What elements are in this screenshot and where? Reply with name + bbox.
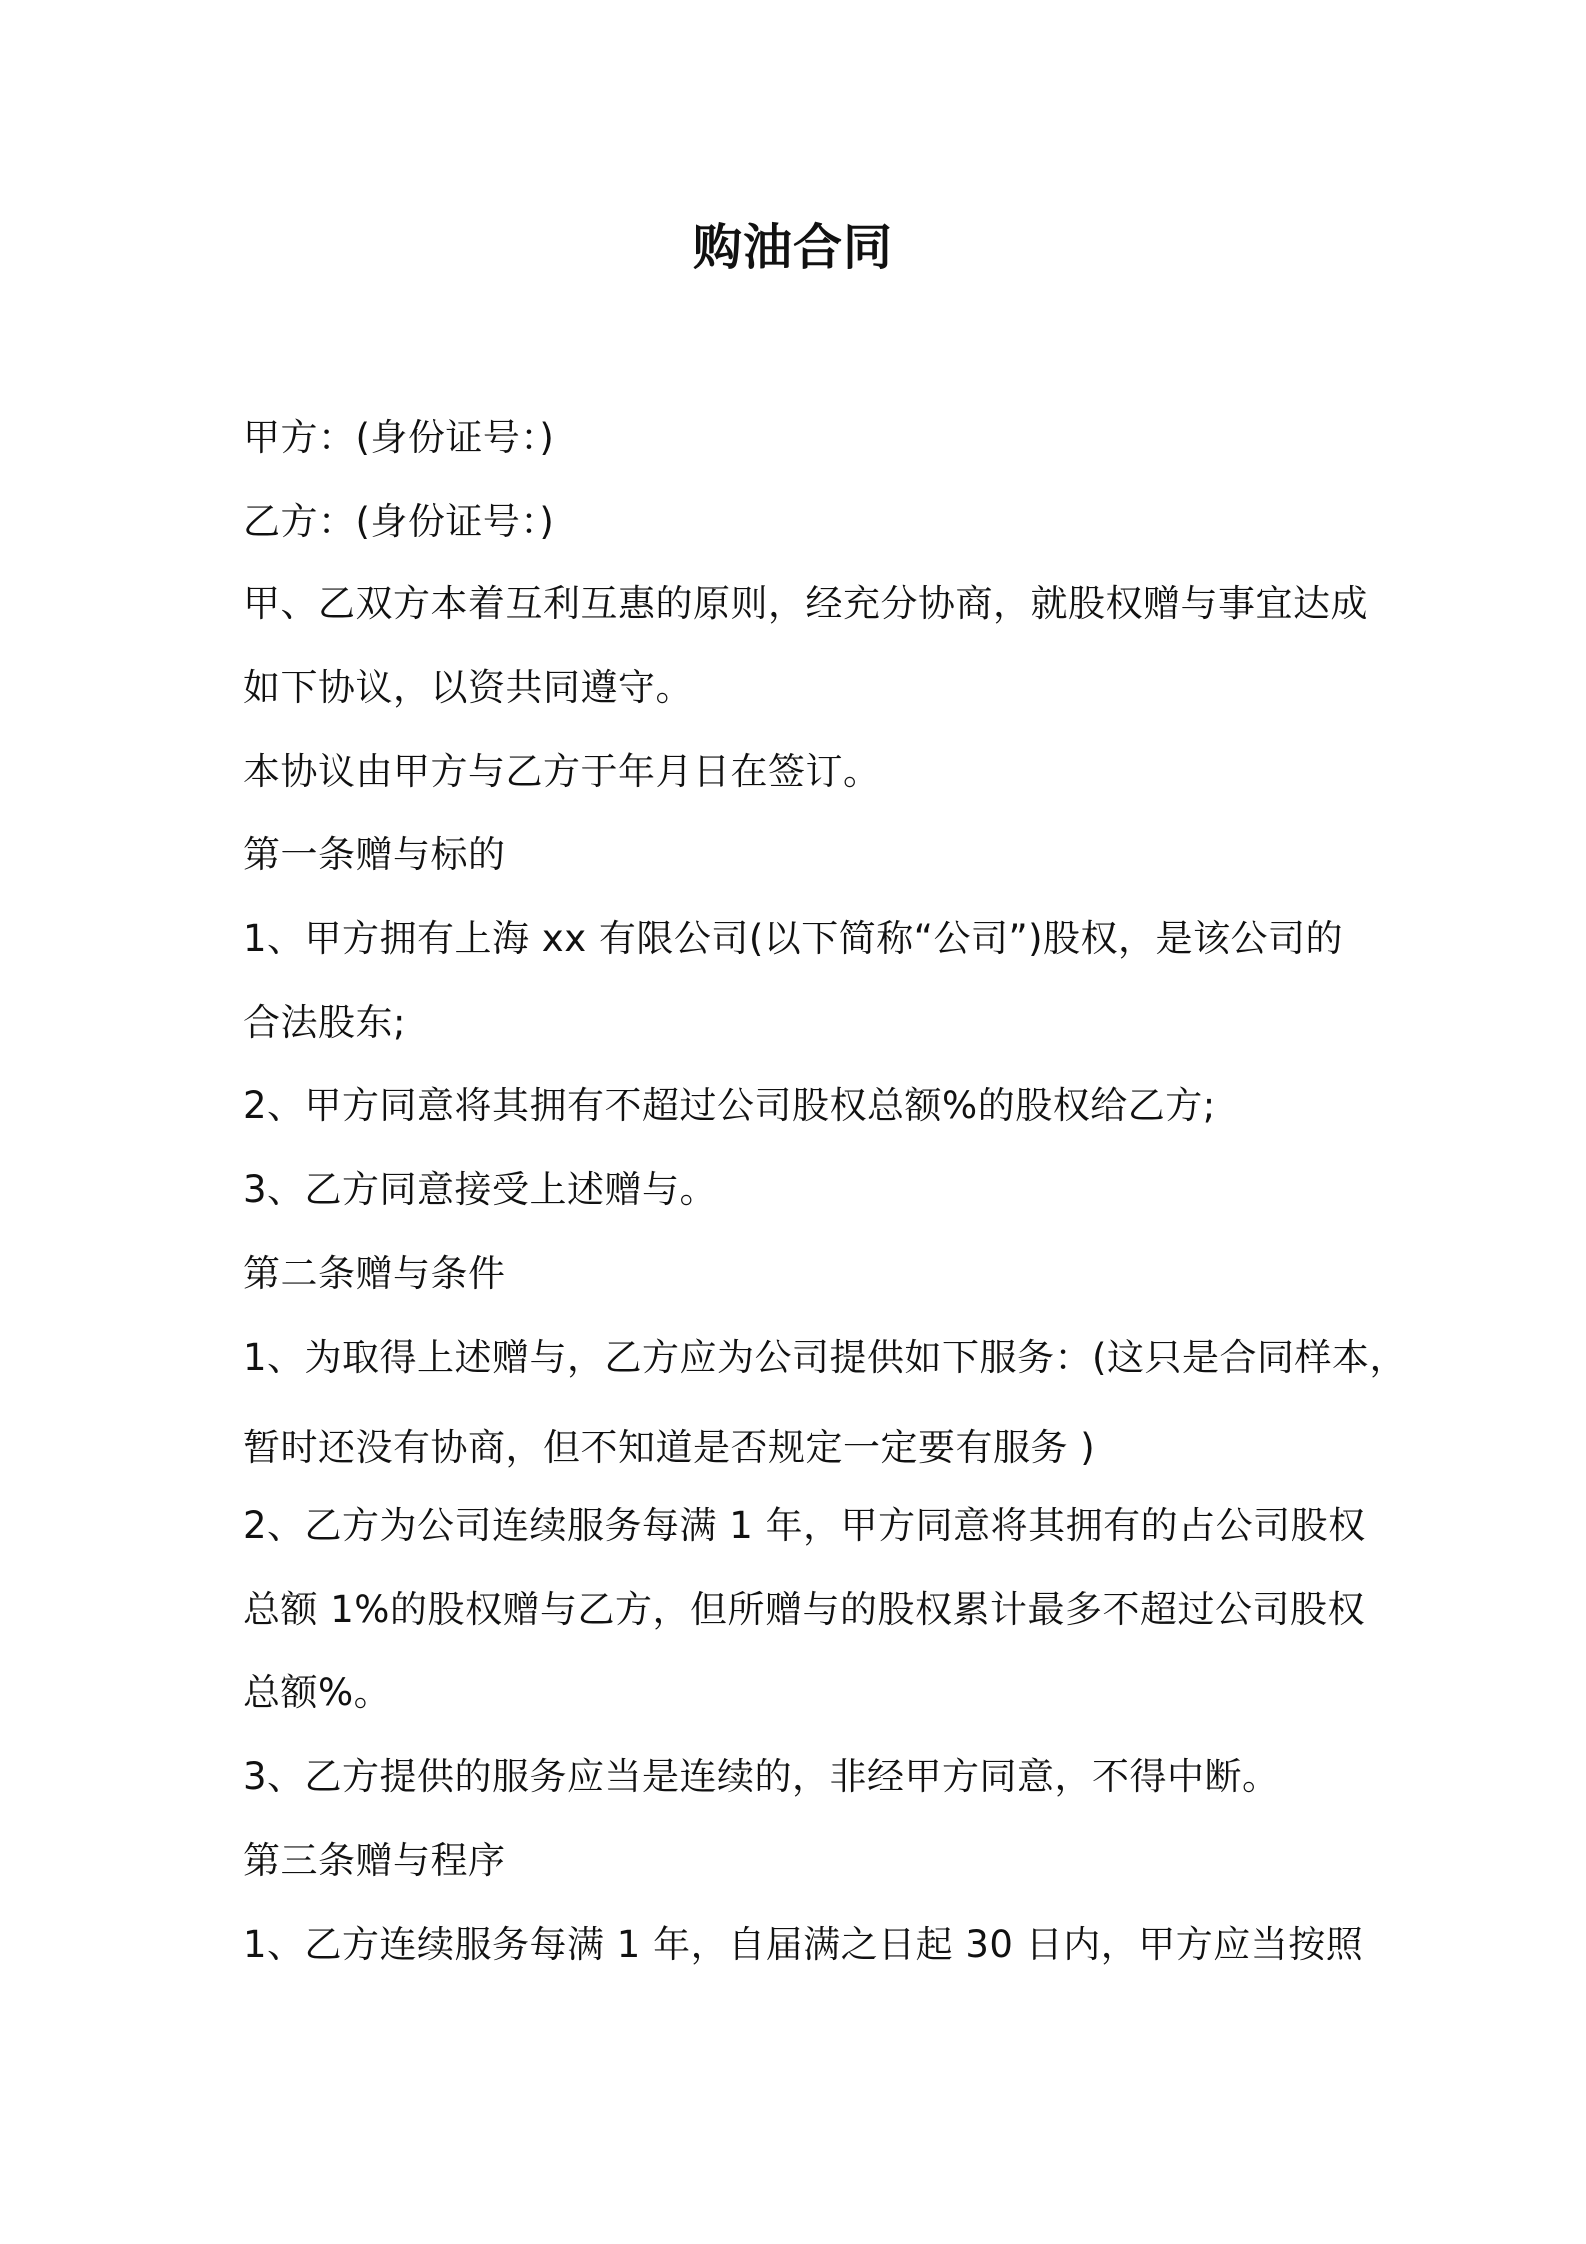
signing-statement: 本协议由甲方与乙方于年月日在签订。	[243, 750, 881, 793]
article-3-clause-1-line-1: 1、乙方连续服务每满 1 年，自届满之日起 30 日内，甲方应当按照	[243, 1923, 1364, 1966]
article-1-clause-2: 2、甲方同意将其拥有不超过公司股权总额%的股权给乙方;	[243, 1084, 1216, 1127]
article-2-clause-2-line-3: 总额%。	[243, 1671, 392, 1714]
preamble-line-1: 甲、乙双方本着互利互惠的原则，经充分协商，就股权赠与事宜达成	[243, 582, 1368, 625]
article-1-clause-1-line-2: 合法股东;	[243, 1001, 406, 1044]
article-2-clause-2-line-1: 2、乙方为公司连续服务每满 1 年，甲方同意将其拥有的占公司股权	[243, 1504, 1366, 1547]
document-title: 购油合同	[692, 219, 893, 276]
article-2-clause-3: 3、乙方提供的服务应当是连续的，非经甲方同意，不得中断。	[243, 1755, 1280, 1798]
article-2-clause-1-line-2: 暂时还没有协商，但不知道是否规定一定要有服务 )	[243, 1426, 1096, 1469]
article-1-clause-3: 3、乙方同意接受上述赠与。	[243, 1168, 718, 1211]
preamble-line-2: 如下协议，以资共同遵守。	[243, 666, 693, 709]
party-a-line: 甲方：(身份证号：)	[243, 416, 555, 459]
party-b-line: 乙方：(身份证号：)	[243, 500, 555, 543]
article-1-heading: 第一条赠与标的	[243, 833, 506, 876]
article-2-clause-1-line-1: 1、为取得上述赠与，乙方应为公司提供如下服务：(这只是合同样本，	[243, 1336, 1407, 1379]
article-1-clause-1-line-1: 1、甲方拥有上海 xx 有限公司(以下简称“公司”)股权，是该公司的	[243, 917, 1344, 960]
article-3-heading: 第三条赠与程序	[243, 1839, 506, 1882]
article-2-clause-2-line-2: 总额 1%的股权赠与乙方，但所赠与的股权累计最多不超过公司股权	[243, 1588, 1365, 1631]
article-2-heading: 第二条赠与条件	[243, 1252, 506, 1295]
